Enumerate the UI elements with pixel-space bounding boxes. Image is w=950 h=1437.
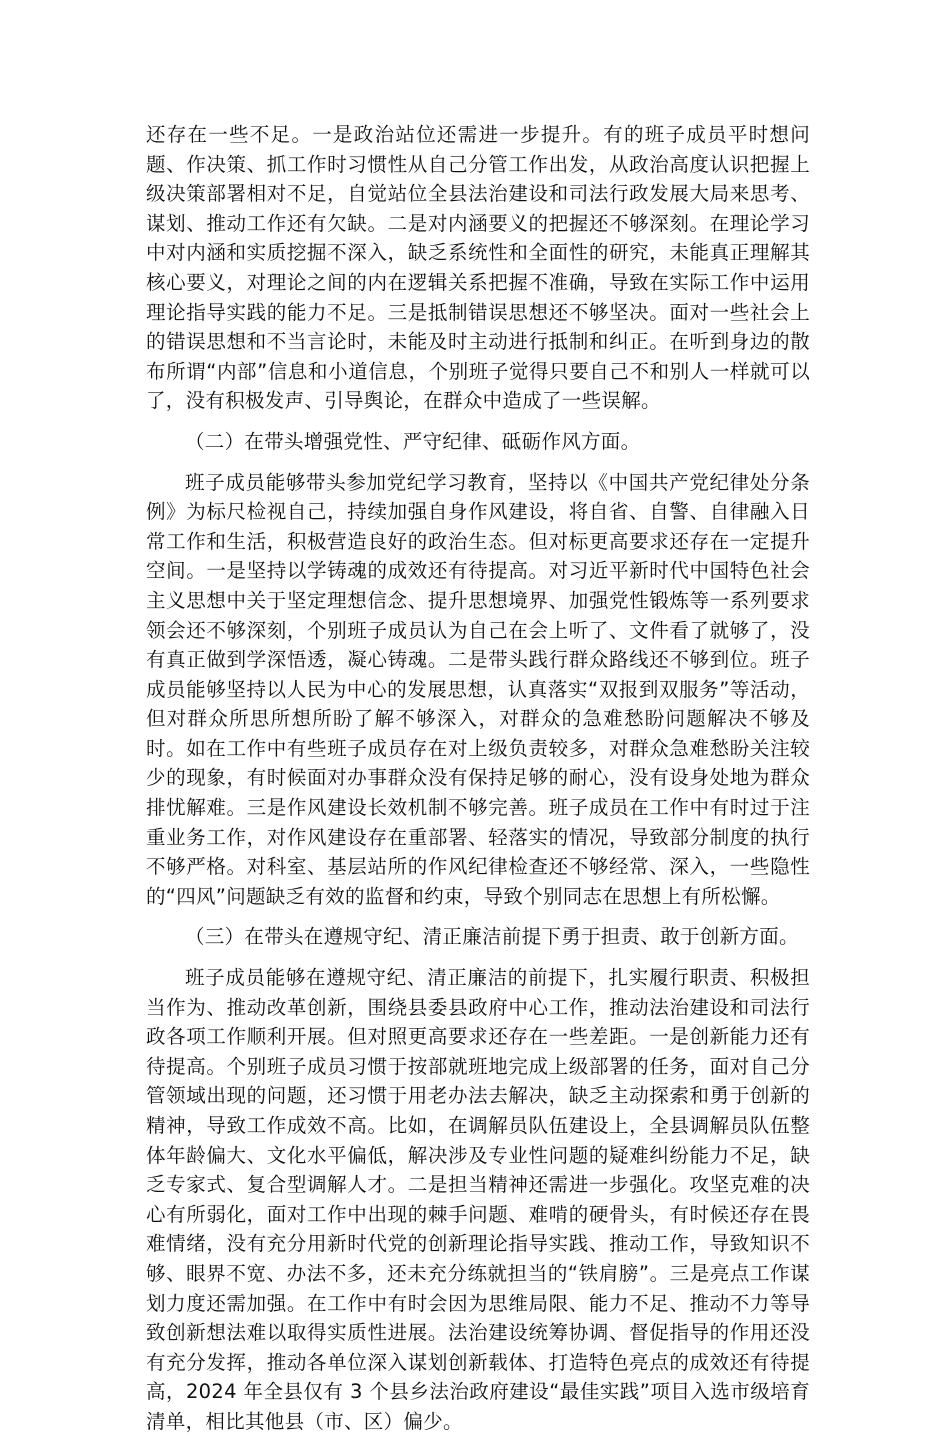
document-page: [146, 120, 810, 1437]
paragraph-party-spirit: 班子成员能够带头参加党纪学习教育，坚持以《中国共产党纪律处分条例》为标尺检视自己，持续加强自身作风建设，将自省、自警、自律融入日常工作和生活，积极营造良好的政治生态。但对标更高要求还存在一定提升空间。一是坚持以学铸魂的成效还有待提高。对习近平新时代中国特色社会主义思想中关于坚定理想信念、提升思想境界、加强党性锻炼等一系列要求领会还不够深刻，个别班子成员认为自己在会上听了、文件看了就够了，没有真正做到学深悟透，凝心铸魂。二是带头践行群众路线还不够到位。班子成员能够坚持以人民为中心的发展思想，认真落实“双报到双服务”等活动，但对群众所思所想所盼了解不够深入，对群众的急难愁盼问题解决不够及时。如在工作中有些班子成员存在对上级负责较多，对群众急难愁盼关注较少的现象，有时候面对办事群众没有保持足够的耐心，没有设身处地为群众排忧解难。三是作风建设长效机制不够完善。班子成员在工作中有时过于注重业务工作，对作风建设存在重部署、轻落实的情况，导致部分制度的执行不够严格。对科室、基层站所的作风纪律检查还不够经常、深入，一些隐性的“四风”问题缺乏有效的监督和约束，导致个别同志在思想上有所松懈。: [146, 470, 810, 908]
paragraph-gap: [146, 952, 810, 963]
section-heading-innovation: （三）在带头在遵规守纪、清正廉洁前提下勇于担责、敢于创新方面。: [185, 925, 799, 949]
paragraph-innovation: 班子成员能够在遵规守纪、清正廉洁的前提下，扎实履行职责、积极担当作为、推动改革创新，围绕县委县政府中心工作，推动法治建设和司法行政各项工作顺利开展。但对照更高要求还存在一些差距。一是创新能力还有待提高。个别班子成员习惯于按部就班地完成上级部署的任务，面对自己分管领域出现的问题，还习惯于用老办法去解决，缺乏主动探索和勇于创新的精神，导致工作成效不高。比如，在调解员队伍建设上，全县调解员队伍整体年龄偏大、文化水平偏低，解决涉及专业性问题的疑难纠纷能力不足，缺乏专家式、复合型调解人才。二是担当精神还需进一步强化。攻坚克难的决心有所弱化，面对工作中出现的棘手问题、难啃的硬骨头，有时候还存在畏难情绪，没有充分用新时代党的创新理论指导实践、推动工作，导致知识不够、眼界不宽、办法不多，还未充分练就担当的“铁肩膀”。三是亮点工作谋划力度还需加强。在工作中有时会因为思维局限、能力不足、推动不力等导致创新想法难以取得实质性进展。法治建设统筹协调、督促指导的作用还没有充分发挥，推动各单位深入谋划创新载体、打造特色亮点的成效还有待提高，2024 年全县仅有 3 个县乡法治政府建设“最佳实践”项目入选市级培育清单，相比其他县（市、区）偏少。: [146, 966, 810, 1433]
paragraph-gap: [146, 911, 810, 922]
paragraph-gap: [146, 457, 810, 468]
section-heading-party-spirit: （二）在带头增强党性、严守纪律、砥砺作风方面。: [185, 429, 641, 453]
paragraph-gap: [146, 416, 810, 427]
paragraph-political-stance: 还存在一些不足。一是政治站位还需进一步提升。有的班子成员平时想问题、作决策、抓工作时习惯性从自己分管工作出发，从政治高度认识把握上级决策部署相对不足，自觉站位全县法治建设和司法行政发展大局来思考、谋划、推动工作还有欠缺。二是对内涵要义的把握还不够深刻。在理论学习中对内涵和实质挖掘不深入，缺乏系统性和全面性的研究，未能真正理解其核心要义，对理论之间的内在逻辑关系把握不准确，导致在实际工作中运用理论指导实践的能力不足。三是抵制错误思想还不够坚决。面对一些社会上的错误思想和不当言论时，未能及时主动进行抵制和纠正。在听到身边的散布所谓“内部”信息和小道信息，个别班子觉得只要自己不和别人一样就可以了，没有积极发声、引导舆论，在群众中造成了一些误解。: [146, 123, 810, 413]
